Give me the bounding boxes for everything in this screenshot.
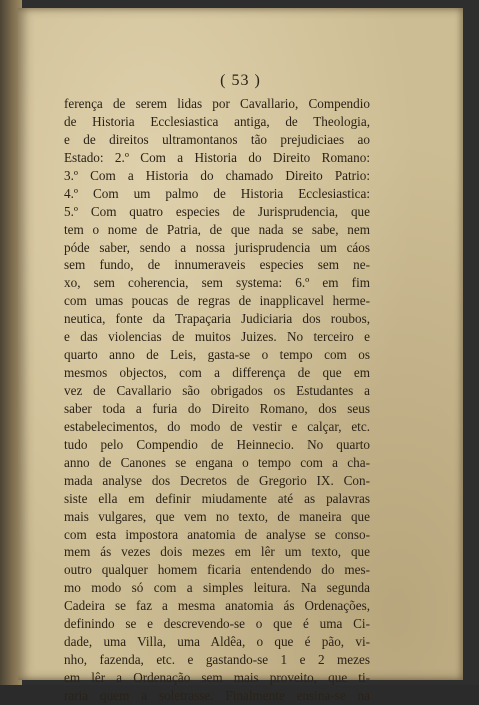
text-line: raria quem a soletrasse. Finalmente ensina-se na	[64, 687, 370, 703]
book-page	[18, 8, 463, 703]
text-line: tudo pelo Compendio de Heinnecio. No quarto	[64, 436, 370, 452]
text-line: com umas poucas de regras de inapplicavel herme-	[64, 293, 370, 309]
text-line: mo modo só com a simples leitura. Na segunda	[64, 580, 370, 596]
text-line: Cadeira se faz a mesma anatomia ás Ordenações,	[64, 598, 370, 614]
text-line: tem o nome de Patria, de que nada se sabe, nem	[64, 221, 370, 237]
text-line: e de direitos ultramontanos tão prejudiciaes ao	[64, 131, 370, 147]
text-line: mesmos objectos, com a differença de que em	[64, 365, 370, 381]
text-line: mada analyse dos Decretos de Gregorio IX. Con-	[64, 472, 370, 488]
text-line: anno de Canones se engana o tempo com a cha-	[64, 454, 370, 470]
text-line: 5.º Com quatro especies de Jurisprudencia, que	[64, 203, 370, 219]
text-line: com esta impostora anatomia de analyse se conso-	[64, 526, 370, 542]
text-line: póde saber, sendo a nossa jurisprudencia um cáos	[64, 239, 370, 255]
text-line: vez de Cavallario são obrigados os Estudantes a	[64, 383, 370, 398]
text-line: nho, fazenda, etc. e gastando-se 1 e 2 mezes	[64, 652, 370, 668]
text-line: estabelecimentos, do modo de vestir e calçar, etc.	[64, 418, 370, 434]
text-line: 4.º Com um palmo de Historia Ecclesiastica:	[64, 185, 370, 201]
text-line: quarto anno de Leis, gasta-se o tempo com os	[64, 347, 370, 363]
text-line: definindo se e descrevendo-se o que é uma Ci-	[64, 616, 370, 632]
text-line: mem ás vezes dois mezes em lêr um texto, que	[64, 544, 370, 560]
text-line: em lêr a Ordenação sem mais proveito, que ti-	[64, 670, 370, 685]
text-line: Estado: 2.º Com a Historia do Direito Romano:	[64, 149, 370, 165]
body-text	[64, 95, 370, 705]
text-line: dade, uma Villa, uma Aldêa, o que é pão, vi-	[64, 634, 370, 650]
text-line: e das violencias de muitos Juizes. No terceiro e	[64, 329, 370, 345]
text-line: siste ella em definir miudamente até as palavras	[64, 490, 370, 506]
text-line: outro qualquer homem ficaria entendendo do mes-	[64, 562, 370, 578]
text-line: saber toda a furia do Direito Romano, dos seus	[64, 400, 370, 416]
text-line: mais vulgares, que vem no texto, de maneira que	[64, 508, 370, 524]
text-line: xo, sem coherencia, sem systema: 6.º em fim	[64, 275, 370, 291]
text-line: 3.º Com a Historia do chamado Direito Patrio:	[64, 167, 370, 183]
text-line: neutica, fonte da Trapaçaria Judiciaria dos roubos,	[64, 311, 370, 327]
text-line: ferença de serem lidas por Cavallario, Compendio	[64, 96, 370, 111]
page-number-header: ( 53 )	[220, 72, 261, 89]
text-line: sem fundo, de innumeraveis especies sem ne-	[64, 257, 370, 273]
text-line: de Historia Ecclesiastica antiga, de Theologia,	[64, 113, 370, 129]
